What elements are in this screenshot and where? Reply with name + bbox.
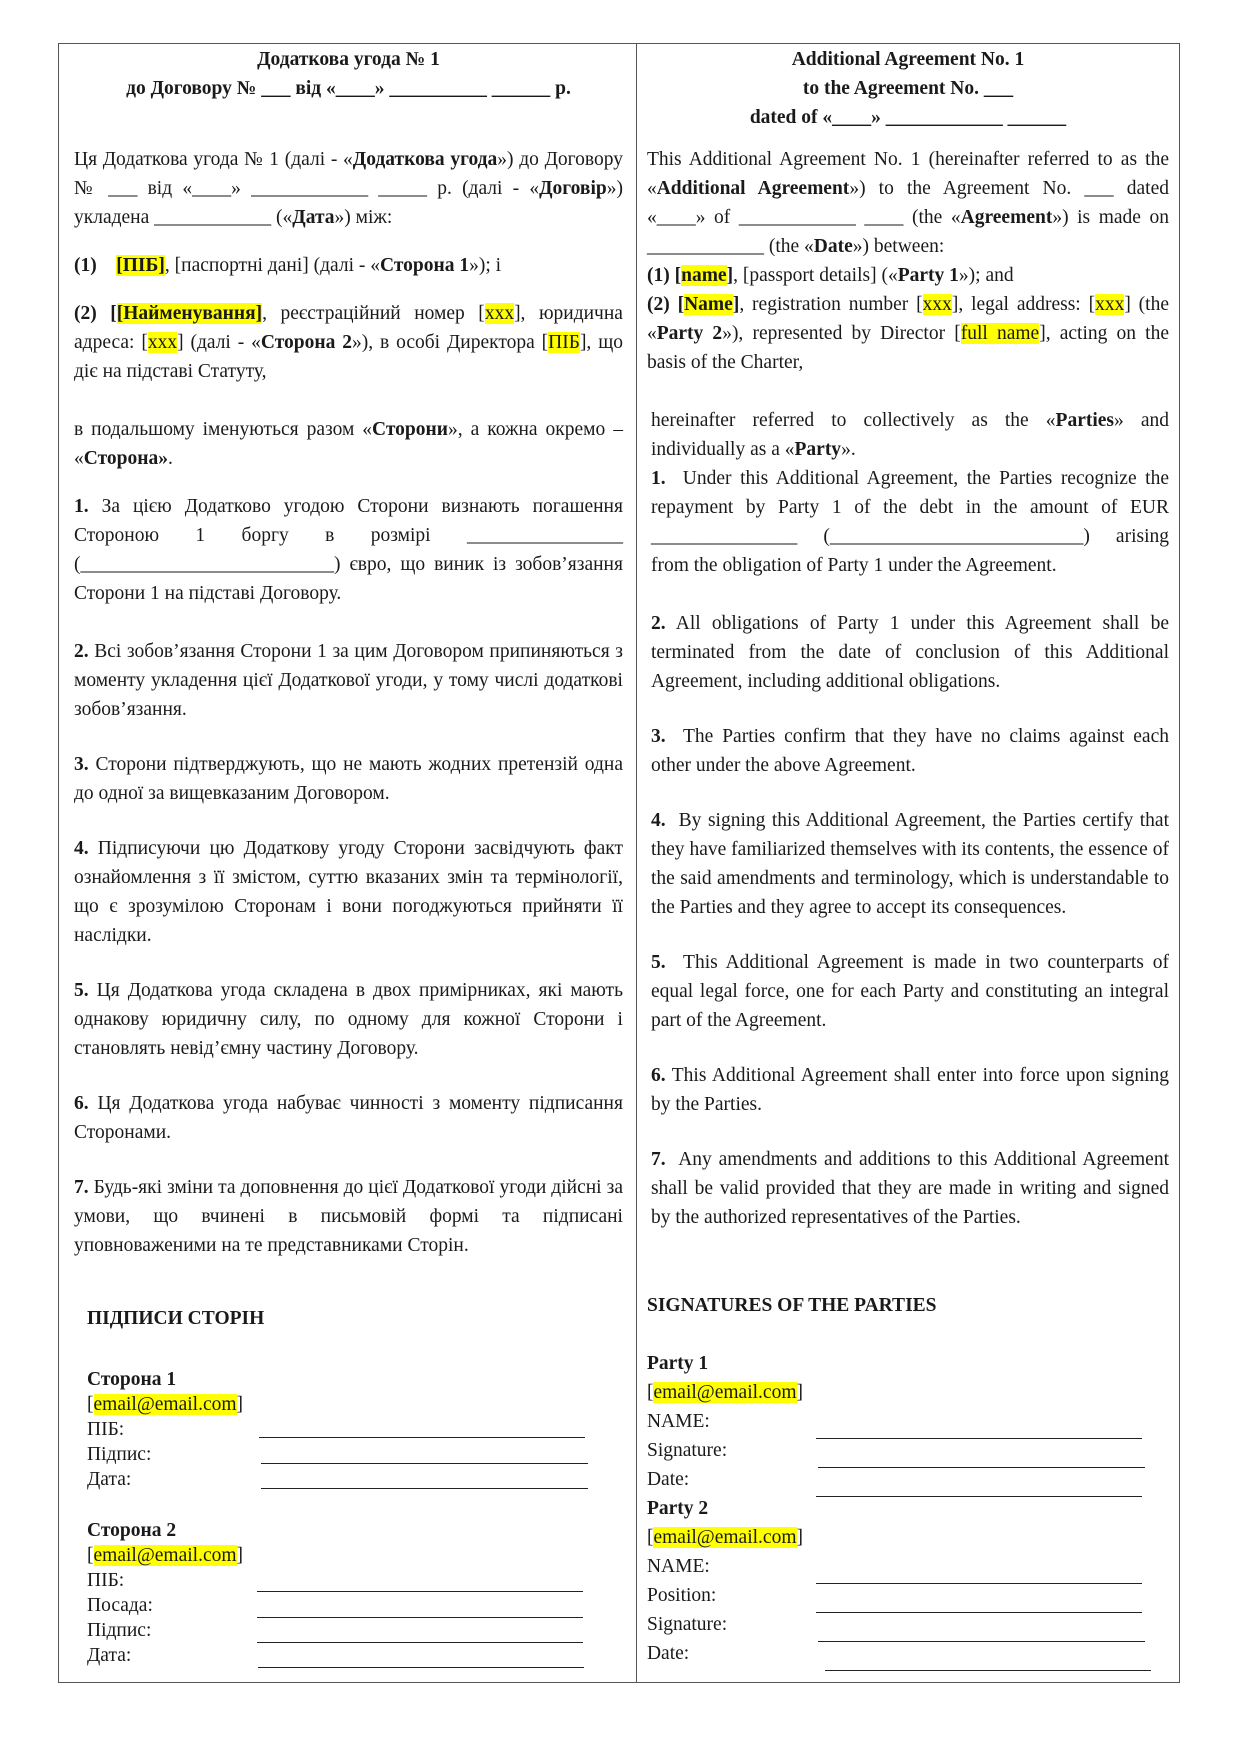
- en-party2-text: ], acting on the basis of the Charter,: [646, 323, 1169, 373]
- ua-intro-text: Ця Додаткова угода № 1 (далі - «: [74, 149, 353, 170]
- ua-clause-number: 5.: [74, 980, 89, 1001]
- en-clause-number: 5.: [650, 952, 666, 973]
- ua-clause-6: [74, 1089, 623, 1147]
- ua-clause-text: Будь-які зміни та доповнення до цієї Додаткової угоди дійсні за умови, що вчинені в письмовій формі та підписані уповноваженими на те представниками Сторін.: [74, 1177, 623, 1256]
- ua-party1-email-value: email@email.com: [93, 1394, 237, 1415]
- en-clause-text: Any amendments and additions to this Additional Agreement shall be valid provided that they are made in writing and signed by the authorized representatives of the Parties.: [650, 1149, 1169, 1228]
- en-signatures-heading: SIGNATURES OF THE PARTIES: [646, 1295, 937, 1316]
- ua-parties-term: Сторони: [372, 419, 448, 440]
- en-party2-position-line[interactable]: [816, 1594, 1142, 1613]
- en-party2-text: ] (the «: [646, 294, 1169, 344]
- en-party2-email-value: email@email.com: [653, 1527, 797, 1548]
- en-clause-7: [647, 1145, 1169, 1232]
- en-title-line3: dated of «____» ____________ ______: [749, 107, 1067, 128]
- en-clause-4: [647, 806, 1169, 922]
- agreement-table: [58, 43, 1180, 1683]
- en-intro-term: Date: [813, 236, 853, 257]
- en-party2-clause: (2) [Name], registration number [xxx], legal address: [xxx] (the «Party 2»), represented by Director [full name], acting on the basis of the Charter,: [646, 294, 1169, 373]
- en-party1-term: Party 1: [897, 265, 959, 286]
- en-title: [647, 45, 1169, 132]
- ua-party1-sign-line[interactable]: [261, 1445, 588, 1464]
- en-party1-name-line[interactable]: [816, 1420, 1142, 1439]
- en-name-label: NAME:: [646, 1556, 710, 1577]
- en-intro-text: ») is made on ____________ (the «: [646, 207, 1169, 257]
- en-position-label: Position:: [646, 1585, 717, 1606]
- en-address-placeholder: xxx: [1095, 294, 1125, 315]
- en-party1-number: (1): [646, 265, 670, 286]
- ua-party1-email: [email@email.com]: [87, 1394, 244, 1415]
- ua-clause-number: 7.: [74, 1177, 89, 1198]
- ukrainian-column: [59, 44, 637, 1682]
- ua-title: [74, 45, 623, 103]
- en-parties-term: Parties: [1055, 410, 1115, 431]
- english-column: [637, 44, 1179, 1682]
- ua-director-placeholder: ПІБ: [548, 332, 580, 353]
- ua-title-line2: до Договору № ___ від «____» __________ ______ р.: [126, 78, 571, 99]
- en-clause-text: Under this Additional Agreement, the Parties recognize the repayment by Party 1 of the debt in the amount of EUR _______________ (__________________________) arising from the obligation of Party 1 under the Agreement.: [650, 468, 1169, 576]
- en-clause-text: All obligations of Party 1 under this Agreement shall be terminated from the date of conclusion of this Additional Agreement, including additional obligations.: [650, 613, 1169, 692]
- en-party1-name-placeholder: name: [681, 265, 727, 286]
- en-clause-text: By signing this Additional Agreement, the Parties certify that they have familiarized themselves with its contents, the essence of the said amendments and terminology, which is understandable to the Parties and they agree to accept its consequences.: [650, 810, 1169, 918]
- en-clause-5: [647, 948, 1169, 1035]
- en-party2-name-line[interactable]: [816, 1565, 1142, 1584]
- en-director-placeholder: full name: [960, 323, 1040, 344]
- ua-party2-position-line[interactable]: [257, 1599, 583, 1618]
- en-sign-label: Signature:: [646, 1614, 728, 1635]
- ua-party1-date-line[interactable]: [261, 1470, 588, 1489]
- en-intro-term: Agreement: [960, 207, 1053, 228]
- ua-party1-text: »); і: [469, 255, 502, 276]
- ua-clause-text: Підписуючи цю Додаткову угоду Сторони засвідчують факт ознайомлення з її змістом, суттю вказаних змін та термінології, що є зрозумілою Сторонам і вони погоджуються прийняти її наслідки.: [74, 838, 623, 946]
- ua-intro-text: ») укладена ____________ («: [74, 178, 623, 228]
- ua-intro-text: ») між:: [334, 207, 393, 228]
- en-party1-text: »); and: [958, 265, 1014, 286]
- ua-clause-text: Сторони підтверджують, що не мають жодних претензій одна до одної за вищевказаним Договором.: [74, 754, 623, 804]
- en-date-label: Date:: [646, 1643, 690, 1664]
- ua-position-label: Посада:: [87, 1595, 153, 1616]
- en-title-line1: Additional Agreement No. 1: [791, 49, 1025, 70]
- ua-clause-3: [74, 750, 623, 808]
- ua-parties-text: », а кожна окремо – «: [74, 419, 623, 469]
- en-party1-date-line[interactable]: [816, 1478, 1142, 1497]
- en-clause-text: This Additional Agreement shall enter into force upon signing by the Parties.: [650, 1065, 1169, 1115]
- ua-party1-pib-line[interactable]: [259, 1419, 585, 1438]
- ua-party1-label: Сторона 1: [87, 1369, 177, 1390]
- en-sign-label: Signature:: [646, 1440, 728, 1461]
- ua-clause-text: Ця Додаткова угода складена в двох примірниках, які мають однакову юридичну силу, по одному для кожної Сторони і становлять невід’ємну частину Договору.: [74, 980, 623, 1059]
- ua-party2-text: ] (далі - «: [177, 332, 261, 353]
- en-party2-sign-line[interactable]: [818, 1623, 1145, 1642]
- ua-clause-text: Всі зобов’язання Сторони 1 за цим Договором припиняються з моменту укладення цієї Додаткової угоди, у тому числі додаткові зобов’язання.: [74, 641, 623, 720]
- ua-clause-2: [74, 637, 623, 724]
- en-parties-text: hereinafter referred to collectively as the «: [650, 410, 1056, 431]
- en-clause-number: 7.: [650, 1149, 666, 1170]
- ua-clause-5: [74, 976, 623, 1063]
- en-intro: [647, 145, 1169, 261]
- ua-party2-sign-line[interactable]: [257, 1624, 583, 1643]
- ua-sign-label: Підпис:: [87, 1444, 152, 1465]
- ua-clause-number: 6.: [74, 1093, 89, 1114]
- en-clause-number: 3.: [650, 726, 666, 747]
- en-party1-label: Party 1: [646, 1353, 709, 1374]
- en-parties-text: ».: [841, 439, 856, 460]
- ua-party1-placeholder: [ПІБ]: [116, 255, 165, 276]
- en-clause-number: 2.: [650, 613, 666, 634]
- ua-address-placeholder: xxx: [147, 332, 178, 353]
- en-parties-term: Party: [794, 439, 842, 460]
- ua-parties-text: в подальшому іменуються разом «: [74, 419, 373, 440]
- en-reg-number-placeholder: xxx: [922, 294, 952, 315]
- en-party2-label: Party 2: [646, 1498, 709, 1519]
- ua-parties-text: .: [167, 448, 173, 469]
- en-intro-term: Additional Agreement: [656, 178, 850, 199]
- en-intro-text: ») to the Agreement No. ___ dated «____» of ____________ ____ (the «: [646, 178, 1169, 228]
- ua-party2-date-line[interactable]: [258, 1649, 584, 1668]
- ua-clause-7: [74, 1173, 623, 1260]
- en-date-label: Date:: [646, 1469, 690, 1490]
- ua-clause-text: Ця Додаткова угода набуває чинності з моменту підписання Сторонами.: [74, 1093, 623, 1143]
- ua-clause-number: 3.: [74, 754, 89, 775]
- en-clause-number: 4.: [650, 810, 666, 831]
- en-party1-clause: (1) [name], [passport details] («Party 1»); and: [646, 265, 1014, 286]
- ua-party2-text: »), в особі Директора [: [352, 332, 549, 353]
- en-clause-6: [647, 1061, 1169, 1119]
- en-party1-sign-line[interactable]: [818, 1449, 1145, 1468]
- ua-party2-clause: (2) [[Найменування], реєстраційний номер [xxx], юридична адреса: [xxx] (далі - «Сторона 2»), в особі Директора [ПІБ], що діє на підставі Статуту,: [74, 303, 623, 382]
- en-signatures: [647, 1291, 1167, 1668]
- ua-signatures: [87, 1306, 617, 1668]
- ua-party2-label: Сторона 2: [87, 1520, 177, 1541]
- ua-reg-number-placeholder: xxx: [484, 303, 515, 324]
- ua-clause-number: 4.: [74, 838, 89, 859]
- ua-signatures-heading: ПІДПИСИ СТОРІН: [87, 1308, 265, 1329]
- ua-pib-label: ПІБ:: [87, 1570, 125, 1591]
- en-intro-text: ») between:: [852, 236, 945, 257]
- en-parties-definition: [647, 406, 1169, 464]
- ua-date-label: Дата:: [87, 1645, 132, 1666]
- en-clause-1: [647, 464, 1169, 580]
- ua-date-label: Дата:: [87, 1469, 132, 1490]
- en-clause-text: This Additional Agreement is made in two counterparts of equal legal force, one for each Party and constituting an integral part of the Agreement.: [650, 952, 1169, 1031]
- en-title-line2: to the Agreement No. ___: [802, 78, 1014, 99]
- ua-clause-text: За цією Додатково угодою Сторони визнають погашення Стороною 1 боргу в розмірі ________________ (__________________________) євро, що виник із зобов’язання Сторони 1 на підставі Договору.: [74, 496, 623, 604]
- ua-clause-number: 1.: [74, 496, 89, 517]
- en-party2-text: »), represented by Director [: [722, 323, 961, 344]
- ua-intro-term: Додаткова угода: [352, 149, 498, 170]
- ua-party2-email: [email@email.com]: [87, 1545, 244, 1566]
- en-clause-number: 1.: [650, 468, 666, 489]
- en-parties-text: » and individually as a «: [650, 410, 1170, 460]
- ua-intro-term: Договір: [539, 178, 607, 199]
- ua-party2-text: ], юридична адреса: [: [74, 303, 623, 353]
- ua-intro-term: Дата: [292, 207, 335, 228]
- en-party2-email: [email@email.com]: [646, 1527, 804, 1548]
- en-party2-term: Party 2: [656, 323, 723, 344]
- ua-party2-text: ], що діє на підставі Статуту,: [74, 332, 623, 382]
- ua-party2-name-placeholder: [Найменування]: [116, 303, 263, 324]
- en-clause-3: [647, 722, 1169, 780]
- ua-title-line1: Додаткова угода № 1: [257, 49, 440, 70]
- en-party2-number: (2): [646, 294, 670, 315]
- ua-intro: [74, 145, 623, 232]
- en-party1-email-value: email@email.com: [653, 1382, 797, 1403]
- en-intro-text: This Additional Agreement No. 1 (hereinafter referred to as the «: [646, 149, 1169, 199]
- en-party2-text: ], legal address: [: [951, 294, 1096, 315]
- ua-intro-text: ») до Договору № ___ від «____» ____________ _____ р. (далі - «: [74, 149, 623, 199]
- ua-party1-text: , [паспортні дані] (далі - «: [164, 255, 380, 276]
- en-name-label: NAME:: [646, 1411, 710, 1432]
- ua-clause-1: [74, 492, 623, 608]
- en-party1-email: [email@email.com]: [646, 1382, 804, 1403]
- ua-party1-clause: [74, 251, 623, 280]
- ua-party2-text: , реєстраційний номер [: [262, 303, 485, 324]
- ua-clause-4: [74, 834, 623, 950]
- ua-party2-email-value: email@email.com: [93, 1545, 237, 1566]
- ua-party1-number: (1): [74, 255, 97, 276]
- en-party2-text: , registration number [: [739, 294, 923, 315]
- en-party2-name-placeholder: Name: [684, 294, 733, 315]
- en-party2-date-line[interactable]: [825, 1652, 1151, 1671]
- en-clause-2: [647, 609, 1169, 696]
- ua-pib-label: ПІБ:: [87, 1419, 125, 1440]
- ua-party2-pib-line[interactable]: [257, 1573, 583, 1592]
- ua-clause-number: 2.: [74, 641, 89, 662]
- en-clause-text: The Parties confirm that they have no claims against each other under the above Agreement.: [650, 726, 1169, 776]
- ua-sign-label: Підпис:: [87, 1620, 152, 1641]
- en-clause-number: 6.: [650, 1065, 666, 1086]
- ua-parties-term: Сторона»: [83, 448, 168, 469]
- ua-party2-number: (2): [74, 303, 97, 324]
- en-party1-text: , [passport details] («: [733, 265, 898, 286]
- ua-parties-definition: [74, 415, 623, 473]
- ua-party1-term: Сторона 1: [380, 255, 470, 276]
- ua-party2-term: Сторона 2: [260, 332, 353, 353]
